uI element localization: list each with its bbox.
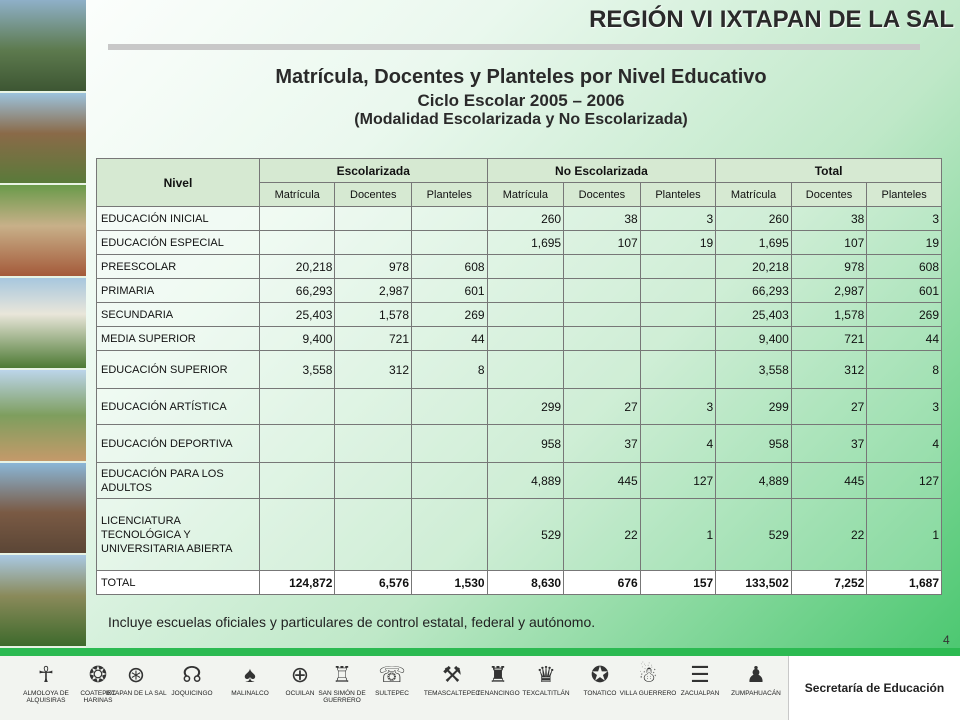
municipios-strip <box>0 660 784 720</box>
page-number: 4 <box>943 633 950 647</box>
value-cell: 127 <box>640 463 716 499</box>
value-cell: 19 <box>640 231 716 255</box>
value-cell: 20,218 <box>259 255 335 279</box>
value-cell <box>259 499 335 571</box>
subheader-cell: Docentes <box>564 183 641 207</box>
value-cell: 44 <box>412 327 488 351</box>
municipio-glyph-icon: ⊛ <box>126 662 146 687</box>
value-cell: 529 <box>487 499 564 571</box>
value-cell: 3 <box>640 389 716 425</box>
subheader-cell: Planteles <box>640 183 716 207</box>
municipio-glyph-icon: ☰ <box>690 662 710 687</box>
slide-subtitle: Ciclo Escolar 2005 – 2006 <box>417 91 625 110</box>
value-cell: 8 <box>867 351 942 389</box>
municipio-name: TONATICO <box>583 690 617 697</box>
value-cell: 38 <box>564 207 641 231</box>
value-cell: 66,293 <box>259 279 335 303</box>
value-cell: 22 <box>791 499 867 571</box>
subheader-cell: Docentes <box>335 183 412 207</box>
nivel-cell: PRIMARIA <box>97 279 260 303</box>
value-cell: 445 <box>564 463 641 499</box>
value-cell: 3 <box>640 207 716 231</box>
value-cell: 133,502 <box>716 571 792 595</box>
municipio-glyph-icon: ♖ <box>332 662 352 687</box>
value-cell: 107 <box>791 231 867 255</box>
subheader-cell: Planteles <box>412 183 488 207</box>
municipio-name: ZACUALPAN <box>680 690 720 697</box>
value-cell: 1,695 <box>716 231 792 255</box>
nivel-cell: EDUCACIÓN SUPERIOR <box>97 351 260 389</box>
value-cell: 44 <box>867 327 942 351</box>
value-cell: 9,400 <box>716 327 792 351</box>
value-cell <box>412 463 488 499</box>
municipio-name: OCUILAN <box>285 690 315 697</box>
value-cell: 978 <box>335 255 412 279</box>
value-cell: 676 <box>564 571 641 595</box>
value-cell: 1 <box>867 499 942 571</box>
landscape-photo <box>0 93 86 186</box>
value-cell <box>259 231 335 255</box>
value-cell: 8 <box>412 351 488 389</box>
value-cell <box>487 351 564 389</box>
secretaria-label: Secretaría de Educación <box>788 656 960 720</box>
value-cell: 1,687 <box>867 571 942 595</box>
municipio-name: IXTAPAN DE LA SAL <box>105 690 167 697</box>
value-cell: 107 <box>564 231 641 255</box>
value-cell: 312 <box>335 351 412 389</box>
value-cell <box>564 279 641 303</box>
municipio-glyph-icon: ⚒ <box>442 662 462 687</box>
value-cell: 3 <box>867 389 942 425</box>
value-cell <box>335 463 412 499</box>
value-cell: 312 <box>791 351 867 389</box>
value-cell <box>564 303 641 327</box>
nivel-cell: MEDIA SUPERIOR <box>97 327 260 351</box>
nivel-cell: PREESCOLAR <box>97 255 260 279</box>
municipio-glyph-icon: ☏ <box>378 662 406 687</box>
table-row <box>97 231 942 255</box>
value-cell: 445 <box>791 463 867 499</box>
value-cell: 978 <box>791 255 867 279</box>
subheader-cell: Matrícula <box>487 183 564 207</box>
header-group: Escolarizada <box>259 159 487 183</box>
value-cell: 4,889 <box>487 463 564 499</box>
slide-title: Matrícula, Docentes y Planteles por Nivel Educativo <box>275 66 767 88</box>
municipio-glyph-icon: ☥ <box>37 662 55 687</box>
value-cell <box>335 425 412 463</box>
value-cell: 260 <box>716 207 792 231</box>
value-cell: 37 <box>791 425 867 463</box>
table-row <box>97 279 942 303</box>
value-cell: 27 <box>791 389 867 425</box>
nivel-cell: SECUNDARIA <box>97 303 260 327</box>
value-cell <box>412 207 488 231</box>
value-cell <box>564 255 641 279</box>
value-cell: 38 <box>791 207 867 231</box>
value-cell <box>259 463 335 499</box>
value-cell <box>487 303 564 327</box>
municipio-emblem <box>724 660 788 697</box>
value-cell <box>259 425 335 463</box>
municipio-emblem <box>360 660 424 697</box>
value-cell <box>412 389 488 425</box>
municipio-name: COATEPEC HARINAS <box>80 690 116 704</box>
value-cell: 37 <box>564 425 641 463</box>
table-row <box>97 327 942 351</box>
value-cell: 958 <box>716 425 792 463</box>
municipio-glyph-icon: ♛ <box>536 662 556 687</box>
municipio-glyph-icon: ♠ <box>244 662 256 687</box>
municipio-glyph-icon: ❂ <box>88 662 108 687</box>
value-cell: 27 <box>564 389 641 425</box>
nivel-cell: EDUCACIÓN INICIAL <box>97 207 260 231</box>
municipio-glyph-icon: ✪ <box>590 662 610 687</box>
subheader-cell: Matrícula <box>259 183 335 207</box>
value-cell: 601 <box>412 279 488 303</box>
value-cell <box>640 303 716 327</box>
value-cell: 7,252 <box>791 571 867 595</box>
value-cell: 269 <box>867 303 942 327</box>
value-cell <box>412 499 488 571</box>
value-cell: 269 <box>412 303 488 327</box>
table-body <box>97 207 942 595</box>
value-cell: 20,218 <box>716 255 792 279</box>
municipio-name: ALMOLOYA DE ALQUISIRAS <box>23 690 69 704</box>
value-cell <box>259 207 335 231</box>
value-cell: 1,578 <box>335 303 412 327</box>
municipio-glyph-icon: ♜ <box>488 662 508 687</box>
slide-title-block <box>96 66 946 129</box>
value-cell: 6,576 <box>335 571 412 595</box>
municipio-glyph-icon: ⊕ <box>290 662 310 687</box>
table-row <box>97 389 942 425</box>
value-cell: 4 <box>640 425 716 463</box>
value-cell: 19 <box>867 231 942 255</box>
value-cell: 260 <box>487 207 564 231</box>
municipio-name: TEMASCALTEPEC <box>423 690 481 697</box>
value-cell: 529 <box>716 499 792 571</box>
value-cell: 3,558 <box>716 351 792 389</box>
value-cell: 2,987 <box>791 279 867 303</box>
value-cell <box>564 327 641 351</box>
education-table <box>96 158 942 595</box>
slide-modalidad: (Modalidad Escolarizada y No Escolarizada) <box>354 111 688 128</box>
municipio-glyph-icon: ☊ <box>182 662 202 687</box>
landscape-photo <box>0 555 86 648</box>
table-row <box>97 255 942 279</box>
header-nivel: Nivel <box>97 159 260 207</box>
value-cell: 127 <box>867 463 942 499</box>
municipio-name: MALINALCO <box>231 690 269 697</box>
value-cell: 608 <box>867 255 942 279</box>
municipio-name: ZUMPAHUACÁN <box>731 690 781 697</box>
value-cell: 601 <box>867 279 942 303</box>
value-cell: 66,293 <box>716 279 792 303</box>
value-cell: 4,889 <box>716 463 792 499</box>
landscape-photo <box>0 185 86 278</box>
value-cell: 958 <box>487 425 564 463</box>
municipio-emblem <box>668 660 732 697</box>
nivel-cell: LICENCIATURA TECNOLÓGICA Y UNIVERSITARIA ABIERTA <box>97 499 260 571</box>
municipio-glyph-icon: ☃ <box>638 662 658 687</box>
header-group: No Escolarizada <box>487 159 716 183</box>
municipio-name: JOQUICINGO <box>171 690 213 697</box>
value-cell: 299 <box>716 389 792 425</box>
value-cell: 2,987 <box>335 279 412 303</box>
value-cell: 1,578 <box>791 303 867 327</box>
value-cell <box>487 279 564 303</box>
municipio-name: TEXCALTITLÁN <box>522 690 570 697</box>
value-cell <box>335 389 412 425</box>
value-cell: 25,403 <box>716 303 792 327</box>
municipio-emblem <box>160 660 224 697</box>
value-cell <box>487 327 564 351</box>
value-cell: 4 <box>867 425 942 463</box>
value-cell <box>640 327 716 351</box>
subheader-cell: Matrícula <box>716 183 792 207</box>
nivel-cell: EDUCACIÓN DEPORTIVA <box>97 425 260 463</box>
value-cell: 721 <box>335 327 412 351</box>
municipio-name: SAN SIMÓN DE GUERRERO <box>318 690 366 704</box>
nivel-cell: EDUCACIÓN ESPECIAL <box>97 231 260 255</box>
photo-strip <box>0 0 86 648</box>
subheader-cell: Planteles <box>867 183 942 207</box>
value-cell: 299 <box>487 389 564 425</box>
municipio-name: VILLA GUERRERO <box>619 690 677 697</box>
header-divider <box>108 44 920 50</box>
value-cell <box>412 425 488 463</box>
value-cell <box>487 255 564 279</box>
value-cell <box>335 499 412 571</box>
value-cell: 3,558 <box>259 351 335 389</box>
value-cell <box>640 351 716 389</box>
region-title: REGIÓN VI IXTAPAN DE LA SAL <box>589 6 954 33</box>
table-row <box>97 303 942 327</box>
value-cell <box>564 351 641 389</box>
value-cell: 8,630 <box>487 571 564 595</box>
value-cell: 22 <box>564 499 641 571</box>
value-cell <box>335 231 412 255</box>
subheader-cell: Docentes <box>791 183 867 207</box>
value-cell: 1 <box>640 499 716 571</box>
value-cell: 9,400 <box>259 327 335 351</box>
table-row <box>97 351 942 389</box>
nivel-cell: TOTAL <box>97 571 260 595</box>
nivel-cell: EDUCACIÓN ARTÍSTICA <box>97 389 260 425</box>
value-cell: 157 <box>640 571 716 595</box>
value-cell: 1,695 <box>487 231 564 255</box>
footer-divider <box>0 648 960 656</box>
municipio-name: TENANCINGO <box>476 690 520 697</box>
municipio-glyph-icon: ♟ <box>746 662 766 687</box>
table-row <box>97 425 942 463</box>
value-cell: 721 <box>791 327 867 351</box>
table-row <box>97 463 942 499</box>
table-row <box>97 499 942 571</box>
table-row <box>97 207 942 231</box>
value-cell: 124,872 <box>259 571 335 595</box>
value-cell <box>335 207 412 231</box>
value-cell: 608 <box>412 255 488 279</box>
total-row <box>97 571 942 595</box>
landscape-photo <box>0 463 86 556</box>
value-cell <box>640 279 716 303</box>
municipio-emblem <box>104 660 168 697</box>
value-cell: 1,530 <box>412 571 488 595</box>
value-cell <box>412 231 488 255</box>
value-cell <box>640 255 716 279</box>
nivel-cell: EDUCACIÓN PARA LOS ADULTOS <box>97 463 260 499</box>
municipio-name: SULTEPEC <box>375 690 409 697</box>
footnote: Incluye escuelas oficiales y particulares de control estatal, federal y autónomo. <box>108 614 596 630</box>
value-cell <box>259 389 335 425</box>
value-cell: 25,403 <box>259 303 335 327</box>
value-cell: 3 <box>867 207 942 231</box>
landscape-photo <box>0 278 86 371</box>
landscape-photo <box>0 370 86 463</box>
landscape-photo <box>0 0 86 93</box>
header-group: Total <box>716 159 942 183</box>
